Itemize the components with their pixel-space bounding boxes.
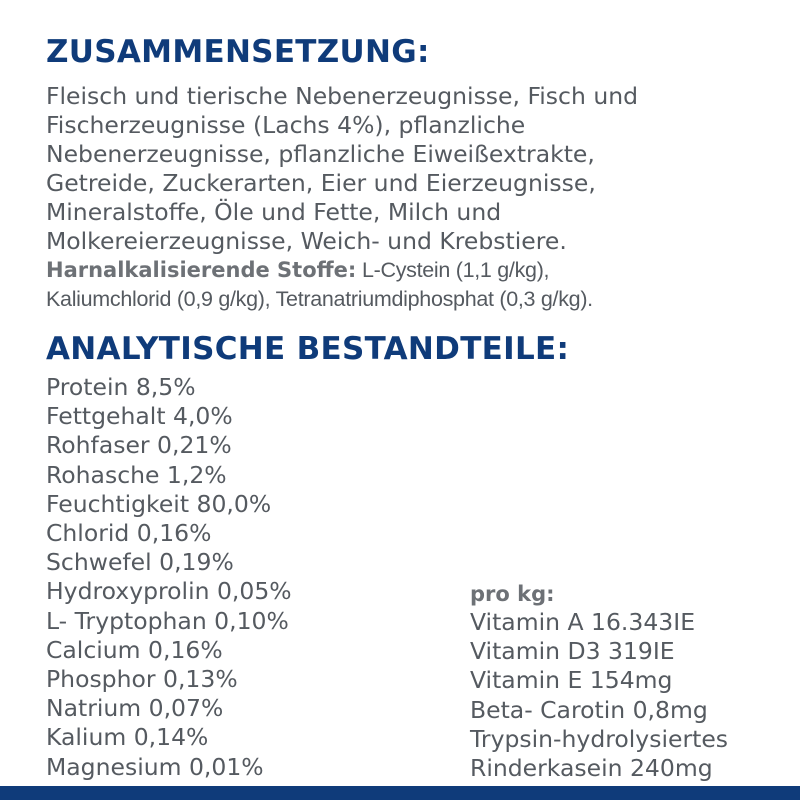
list-item: Trypsin-hydrolysiertes	[470, 724, 729, 753]
list-item: Schwefel 0,19%	[46, 548, 234, 577]
composition-line: Molkereierzeugnisse, Weich- und Krebstiere.	[46, 227, 567, 255]
alkalizing-values-2: Kaliumchlorid (0,9 g/kg), Tetranatriumdiphosphat (0,3 g/kg).	[46, 287, 593, 311]
list-item: Hydroxyprolin 0,05%	[46, 577, 292, 606]
alkalizing-label: Harnalkalisierende Stoffe:	[46, 258, 357, 282]
list-item: Feuchtigkeit 80,0%	[46, 489, 272, 518]
composition-heading: ZUSAMMENSETZUNG:	[46, 34, 430, 70]
alkalizing-values-1: L-Cystein (1,1 g/kg),	[356, 258, 550, 282]
list-item: Rohfaser 0,21%	[46, 431, 232, 460]
analytical-list	[46, 373, 292, 782]
per-kg-list	[470, 608, 728, 783]
composition-line: Fleisch und tierische Nebenerzeugnisse, Fisch und	[46, 82, 639, 110]
composition-line: Fischerzeugnisse (Lachs 4%), pflanzliche	[46, 111, 526, 139]
composition-line: Nebenerzeugnisse, pflanzliche Eiweißextrakte,	[46, 140, 595, 168]
analytical-heading: ANALYTISCHE BESTANDTEILE:	[46, 331, 570, 367]
list-item: Phosphor 0,13%	[46, 665, 238, 694]
list-item: Rohasche 1,2%	[46, 460, 227, 489]
list-item: Magnesium 0,01%	[46, 752, 264, 781]
per-kg-heading: pro kg:	[470, 582, 555, 606]
list-item: Beta- Carotin 0,8mg	[470, 695, 708, 724]
list-item: Fettgehalt 4,0%	[46, 402, 233, 431]
list-item: Rinderkasein 240mg	[470, 754, 713, 783]
list-item: Vitamin A 16.343IE	[470, 608, 696, 636]
list-item: Kalium 0,14%	[46, 723, 209, 752]
alkalizing-line-1	[46, 256, 791, 285]
list-item: Vitamin D3 319IE	[470, 637, 675, 666]
list-item: Natrium 0,07%	[46, 694, 224, 723]
bottom-bar	[0, 786, 800, 800]
composition-text	[46, 82, 791, 314]
list-item: Calcium 0,16%	[46, 635, 223, 664]
composition-line: Getreide, Zuckerarten, Eier und Eierzeugnisse,	[46, 169, 596, 197]
composition-line: Mineralstoffe, Öle und Fette, Milch und	[46, 198, 502, 226]
list-item: Vitamin E 154mg	[470, 666, 673, 695]
list-item: Chlorid 0,16%	[46, 519, 212, 548]
list-item: L- Tryptophan 0,10%	[46, 606, 289, 635]
list-item: Protein 8,5%	[46, 373, 196, 401]
